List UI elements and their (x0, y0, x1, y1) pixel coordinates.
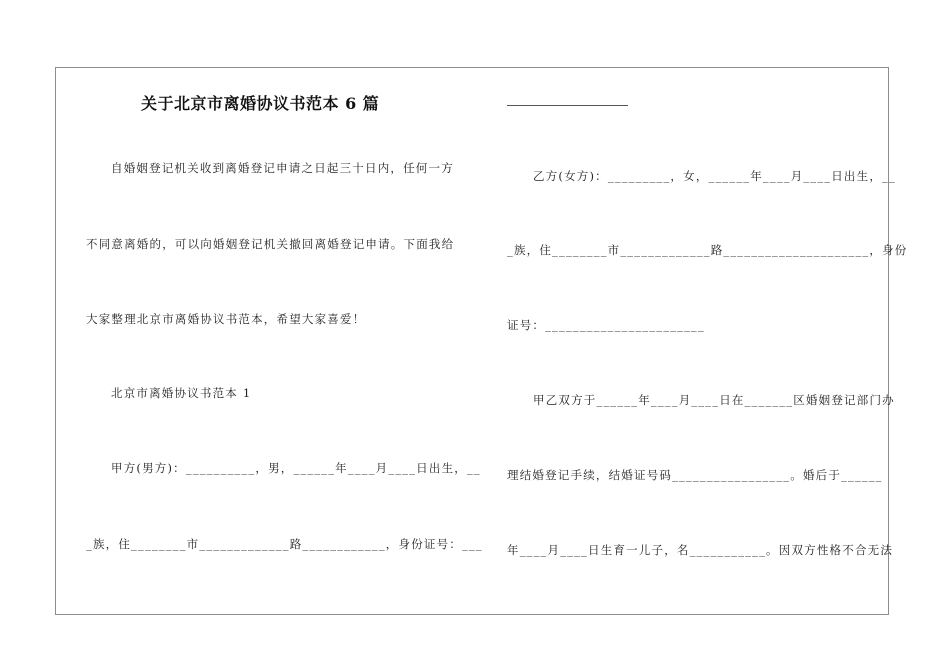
marriage-line-1: 甲乙双方于______年____月____日在_______区婚姻登记部门办 (533, 393, 895, 407)
party-a-line-2: _族，住________市_____________路____________，身份证号：___ (86, 537, 483, 551)
left-paragraph-line-2: 不同意离婚的，可以向婚姻登记机关撤回离婚登记申请。下面我给 (86, 237, 455, 251)
header-underline (507, 105, 628, 106)
party-b-line-1: 乙方(女方)：_________，女，______年____月____日出生，__ (533, 169, 896, 183)
marriage-line-2: 理结婚登记手续，结婚证号码_________________。婚后于______ (507, 468, 883, 482)
party-b-line-3: 证号：_______________________ (507, 318, 705, 332)
left-paragraph-line-3: 大家整理北京市离婚协议书范本，希望大家喜爱！ (86, 312, 366, 326)
section-heading: 北京市离婚协议书范本 1 (111, 386, 252, 400)
left-paragraph-line-1: 自婚姻登记机关收到离婚登记申请之日起三十日内，任何一方 (111, 161, 454, 175)
marriage-line-3: 年____月____日生育一儿子，名___________。因双方性格不合无法 (507, 543, 894, 557)
document-title: 关于北京市离婚协议书范本 6 篇 (141, 94, 380, 113)
page-frame (55, 67, 889, 615)
party-a-line-1: 甲方(男方)：__________，男，______年____月____日出生，__ (111, 461, 481, 475)
party-b-line-2: _族，住________市_____________路_____________________，身份 (507, 243, 908, 257)
